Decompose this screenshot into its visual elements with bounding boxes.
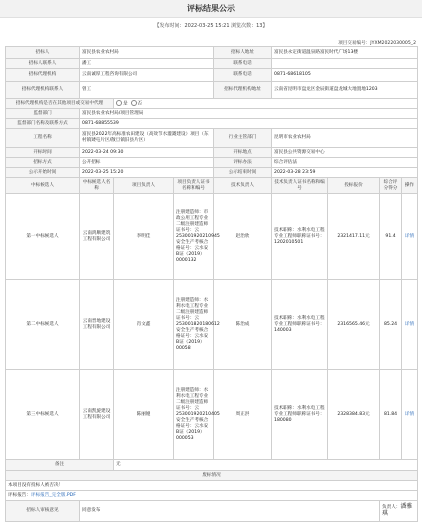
bid-result-table: [5, 46, 418, 522]
remark-value: 无: [114, 460, 418, 471]
tech-name: 周正洪: [214, 370, 272, 460]
supervise-label: 监督部门: [6, 109, 80, 119]
tech-cert: 技术职称：水利水电工程专业工程师职称证书号：180080: [272, 370, 328, 460]
project-name-label: 工程名称: [6, 129, 80, 148]
publish-meta: 【发布时间：2022-03-25 15:21 浏览次数：13】: [154, 23, 268, 29]
tenderer-value: 富民县农业农村局: [80, 47, 214, 59]
project-name-value: 富民县2022年高标准农田建设（高效节水灌溉建设）项目（东村镇矮屯片区/散旦镇旧县片区）: [80, 129, 214, 148]
candidate-name: 云南鸿顺建筑工程有限公司: [80, 194, 114, 280]
phone-value-1: [272, 59, 418, 69]
price: 2328384.83元: [328, 370, 380, 460]
page-title: 评标结果公示: [187, 4, 235, 13]
agency-contact-label: 招标代理机构联系人: [6, 82, 80, 99]
tenderer-label: 招标人: [6, 47, 80, 59]
col-pm: 项目负责人: [114, 178, 174, 194]
candidate-name: 云南晋地建设工程有限公司: [80, 280, 114, 370]
signer-value: 同意发布: [80, 501, 380, 522]
col-rank: 中标候选人: [6, 178, 80, 194]
phone-label-2: 联系电话: [214, 69, 272, 82]
pm-cert: 注册建造师：水利水电工程专业二级注册建造师证书号：云253001820180612安全生产考核合格证号：云水安B证（2019）00058: [174, 280, 214, 370]
tenderer-contact-value: 潘工: [80, 59, 214, 69]
pm-name: 李明佳: [114, 194, 174, 280]
radio-no-icon[interactable]: [131, 100, 137, 106]
col-tech-cert: 技术负责人证书名称和编号: [272, 178, 328, 194]
tenderer-contact-label: 招标人联系人: [6, 59, 80, 69]
page-header: [0, 0, 422, 18]
same-agency-label: 招标代理机构是否在其他项目或交易中代理: [6, 99, 114, 109]
start-label: 公示开始时间: [6, 168, 80, 178]
detail-link[interactable]: 详情: [402, 370, 418, 460]
col-op: 操作: [402, 178, 418, 194]
pm-name: 陈丽娅: [114, 370, 174, 460]
agency-addr-value: 云南省昆明市盘龙区金辰街道盘龙城大地置地1203: [272, 82, 418, 99]
agency-contact-value: 曾工: [80, 82, 214, 99]
agency-label: 招标代理机构: [6, 69, 80, 82]
start-value: 2022-03-25 15:20: [80, 168, 214, 178]
rank: 第一中标候选人: [6, 194, 80, 280]
detail-link[interactable]: 详情: [402, 280, 418, 370]
industry-value: 昆明市农业农村局: [272, 129, 418, 148]
phone-label-1: 联系电话: [214, 59, 272, 69]
project-number: 项目交易编号：JYXM2022030005_2: [338, 41, 416, 46]
end-label: 公示结束时间: [214, 168, 272, 178]
signer-label: 招标人审核意见: [6, 501, 80, 522]
agency-addr-label: 招标代理机构地址: [214, 82, 272, 99]
responsible-signature: 潘雅琪: [382, 503, 413, 517]
col-tech: 技术负责人: [214, 178, 272, 194]
col-score: 综合评分得分: [380, 178, 402, 194]
industry-label: 行业主管部门: [214, 129, 272, 148]
eval-method-label: 评标办法: [214, 158, 272, 168]
phone-value-2: 0871-68618105: [272, 69, 418, 82]
table-row: [6, 194, 418, 280]
col-pm-cert: 项目负责人证书名称和编号: [174, 178, 214, 194]
eval-method-value: 综合评估法: [272, 158, 418, 168]
table-row: [6, 280, 418, 370]
detail-link[interactable]: 详情: [402, 194, 418, 280]
tech-cert: 技术职称：水利水电工程专业工程师职称证书号：140003: [272, 280, 328, 370]
col-name: 中标候选人名称: [80, 178, 114, 194]
bid-place-label: 开标地点: [214, 148, 272, 158]
abandon-text: 本项目没有投标人被否决！: [6, 481, 418, 491]
pm-name: 肖文鑫: [114, 280, 174, 370]
tenderer-addr-label: 招标人地址: [214, 47, 272, 59]
dept-contact-label: 监督部门名称及联系方式: [6, 119, 80, 129]
price: 2321417.11元: [328, 194, 380, 280]
same-agency-options: 是 否: [114, 99, 418, 109]
rank: 第二中标候选人: [6, 280, 80, 370]
abandon-title: 废标情况: [6, 471, 418, 481]
pm-cert: 注册建造师：水利水电工程专业二级注册建造师证书号：云253001920210405安全生产考核合格证号：云水安B证（2019）000053: [174, 370, 214, 460]
col-price: 投标报价: [328, 178, 380, 194]
score: 91.4: [380, 194, 402, 280]
candidate-name: 云南凯旋建设工程有限公司: [80, 370, 114, 460]
tech-name: 陈治成: [214, 280, 272, 370]
agency-value: 云南诚厚工程咨询有限公司: [80, 69, 214, 82]
rank: 第三中标候选人: [6, 370, 80, 460]
method-value: 公开招标: [80, 158, 214, 168]
score: 85.24: [380, 280, 402, 370]
pm-cert: 注册建造师：市政公用工程专业二级注册建造师证书号：云253001920210945安全生产考核合格证号：云水安B证（2019）0000132: [174, 194, 214, 280]
remark-label: 备注: [6, 460, 114, 471]
bid-open-value: 2022-03-24 09:30: [80, 148, 214, 158]
tenderer-addr-value: 富民县永定街道温泉路富民时代广场13楼: [272, 47, 418, 59]
tech-cert: 技术职称：水利水电工程专业工程师职称证书号：1202010501: [272, 194, 328, 280]
supervise-phone: 0871-68855539: [80, 119, 418, 129]
report-link[interactable]: 评标报告_完全版.PDF: [30, 492, 76, 498]
bid-place-value: 富民县公共资源交易中心: [272, 148, 418, 158]
radio-yes-icon[interactable]: [116, 100, 122, 106]
report-row: 评标报告：评标报告_完全版.PDF: [6, 491, 418, 501]
tech-name: 赵治欣: [214, 194, 272, 280]
supervise-value: 富民县农业农村局/项目管理局: [80, 109, 418, 119]
method-label: 招标方式: [6, 158, 80, 168]
bid-open-label: 开标时间: [6, 148, 80, 158]
table-row: [6, 370, 418, 460]
price: 2316565.46元: [328, 280, 380, 370]
responsible: 负责人：潘雅琪: [380, 501, 418, 522]
end-value: 2022-03-28 23:59: [272, 168, 418, 178]
score: 81.84: [380, 370, 402, 460]
